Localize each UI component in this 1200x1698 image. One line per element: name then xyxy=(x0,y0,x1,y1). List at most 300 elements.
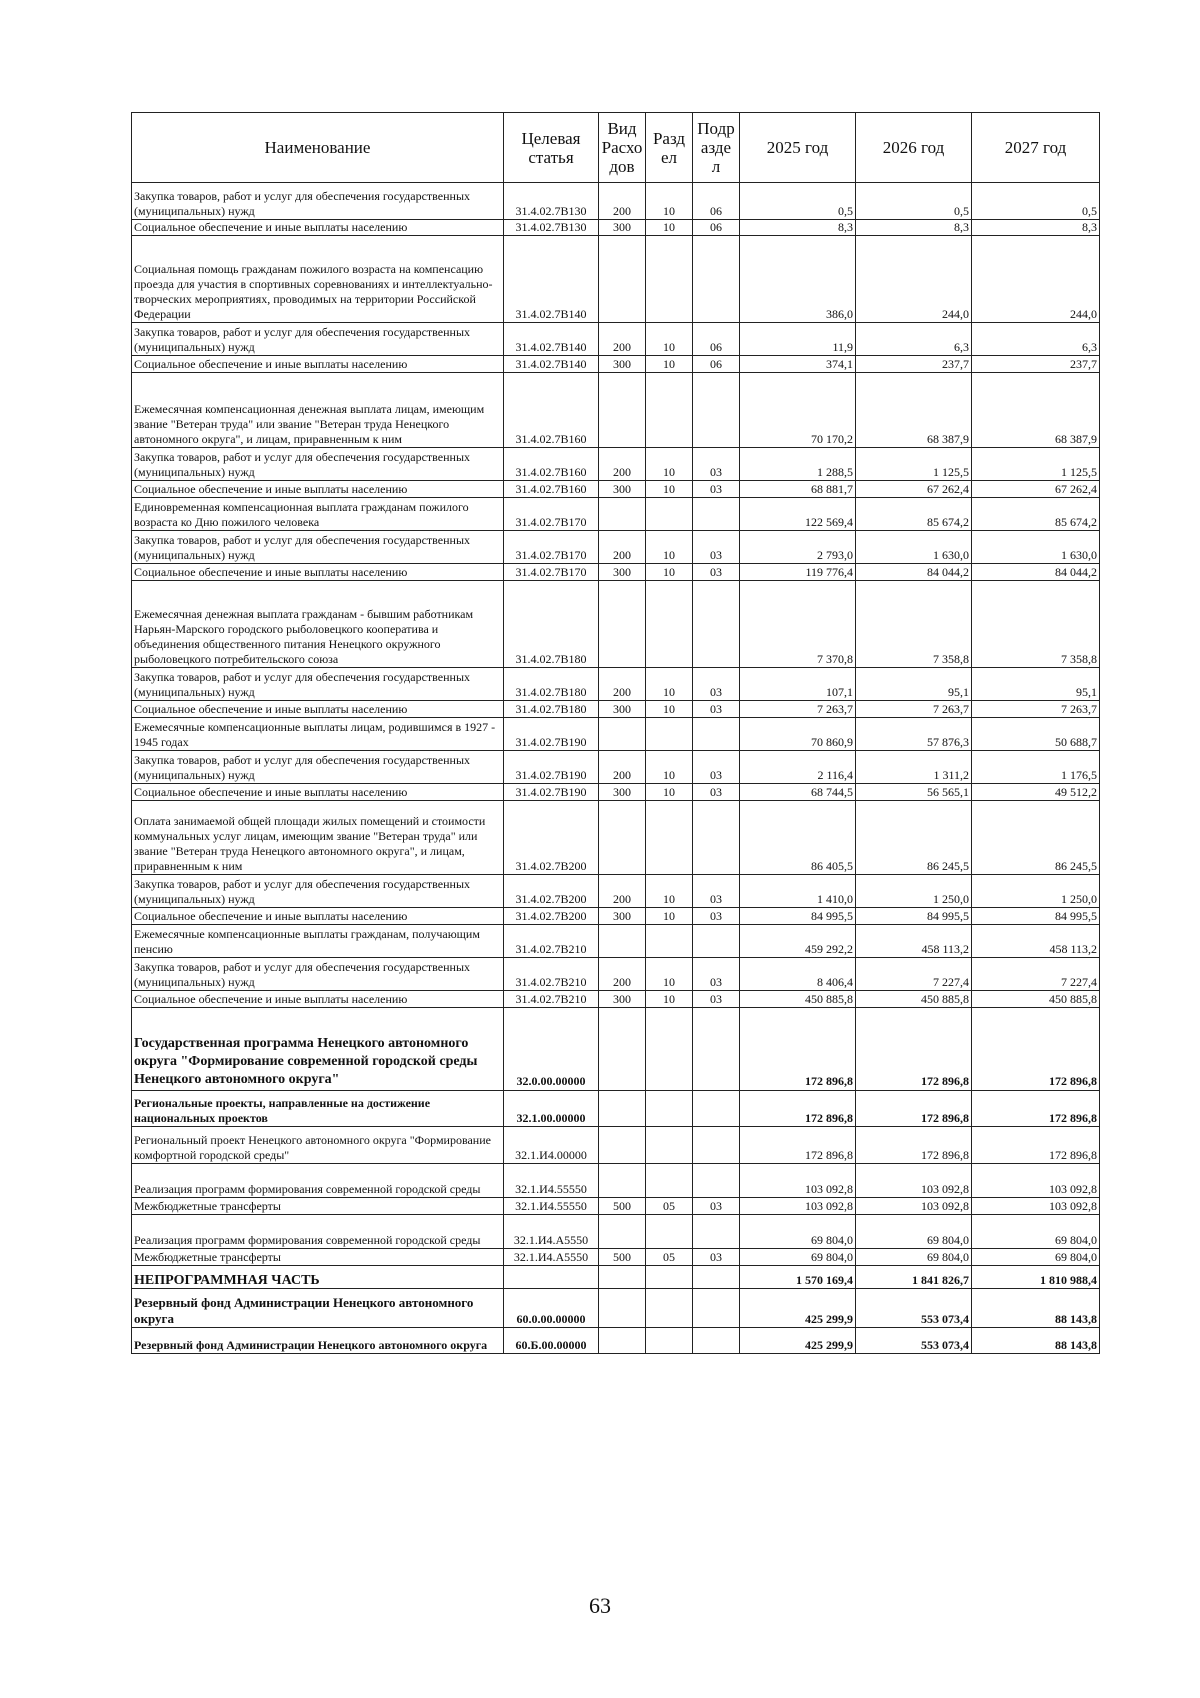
row-amount-2026: 7 263,7 xyxy=(856,701,972,718)
row-expense-type xyxy=(599,1127,646,1164)
row-amount-2026: 7 227,4 xyxy=(856,958,972,991)
row-section xyxy=(646,1164,693,1198)
row-amount-2026: 1 125,5 xyxy=(856,448,972,481)
header-target-article: Целевая статья xyxy=(504,113,599,183)
row-expense-type: 300 xyxy=(599,481,646,498)
row-amount-2025: 69 804,0 xyxy=(740,1249,856,1266)
row-expense-type: 300 xyxy=(599,564,646,581)
row-amount-2026: 85 674,2 xyxy=(856,498,972,531)
row-amount-2025: 68 881,7 xyxy=(740,481,856,498)
row-subsection xyxy=(693,1008,740,1091)
row-amount-2027: 86 245,5 xyxy=(972,801,1100,875)
row-name: Ежемесячная компенсационная денежная выплата лицам, имеющим звание "Ветеран труда" или звание "Ветеран труда Ненецкого автономного округа", и лицам, приравненным к ним xyxy=(132,373,504,448)
row-name: Реализация программ формирования современной городской среды xyxy=(132,1215,504,1249)
row-amount-2026: 57 876,3 xyxy=(856,718,972,751)
row-amount-2025: 8 406,4 xyxy=(740,958,856,991)
row-amount-2025: 103 092,8 xyxy=(740,1164,856,1198)
row-amount-2027: 68 387,9 xyxy=(972,373,1100,448)
row-name: Социальное обеспечение и иные выплаты населению xyxy=(132,220,504,236)
row-name: Социальное обеспечение и иные выплаты населению xyxy=(132,564,504,581)
row-amount-2025: 68 744,5 xyxy=(740,784,856,801)
row-section xyxy=(646,1289,693,1328)
row-expense-type xyxy=(599,925,646,958)
row-target-article: 31.4.02.7В140 xyxy=(504,323,599,356)
table-header-row xyxy=(132,113,1100,183)
row-subsection: 03 xyxy=(693,564,740,581)
row-amount-2026: 84 044,2 xyxy=(856,564,972,581)
row-target-article: 31.4.02.7В210 xyxy=(504,991,599,1008)
row-subsection xyxy=(693,1289,740,1328)
row-name: Оплата занимаемой общей площади жилых помещений и стоимости коммунальных услуг лицам, имеющим звание "Ветеран труда" или звание "Ветеран труда Ненецкого автономного округа", и лицам, приравненным к ним xyxy=(132,801,504,875)
header-subsection: Подр азде л xyxy=(693,113,740,183)
row-amount-2026: 172 896,8 xyxy=(856,1091,972,1127)
row-amount-2025: 374,1 xyxy=(740,356,856,373)
row-section xyxy=(646,236,693,323)
row-expense-type: 300 xyxy=(599,220,646,236)
row-name: Социальное обеспечение и иные выплаты населению xyxy=(132,356,504,373)
row-amount-2026: 237,7 xyxy=(856,356,972,373)
row-expense-type: 200 xyxy=(599,323,646,356)
row-amount-2025: 2 793,0 xyxy=(740,531,856,564)
row-amount-2026: 553 073,4 xyxy=(856,1328,972,1354)
row-amount-2027: 7 263,7 xyxy=(972,701,1100,718)
row-subsection: 03 xyxy=(693,991,740,1008)
row-subsection xyxy=(693,1328,740,1354)
row-amount-2027: 103 092,8 xyxy=(972,1198,1100,1215)
row-section: 10 xyxy=(646,183,693,220)
row-target-article: 31.4.02.7В160 xyxy=(504,481,599,498)
row-amount-2025: 425 299,9 xyxy=(740,1328,856,1354)
row-expense-type: 300 xyxy=(599,701,646,718)
row-amount-2027: 49 512,2 xyxy=(972,784,1100,801)
row-subsection xyxy=(693,1164,740,1198)
row-name: Региональный проект Ненецкого автономного округа "Формирование комфортной городской среды" xyxy=(132,1127,504,1164)
row-section xyxy=(646,1008,693,1091)
row-target-article: 31.4.02.7В200 xyxy=(504,801,599,875)
row-target-article: 60.0.00.00000 xyxy=(504,1289,599,1328)
row-amount-2025: 172 896,8 xyxy=(740,1127,856,1164)
row-amount-2027: 450 885,8 xyxy=(972,991,1100,1008)
row-target-article: 31.4.02.7В170 xyxy=(504,531,599,564)
table-row xyxy=(132,668,1100,701)
row-amount-2026: 0,5 xyxy=(856,183,972,220)
row-amount-2026: 450 885,8 xyxy=(856,991,972,1008)
row-subsection xyxy=(693,498,740,531)
row-target-article: 31.4.02.7В130 xyxy=(504,220,599,236)
row-subsection xyxy=(693,1266,740,1289)
row-section: 10 xyxy=(646,958,693,991)
table-row xyxy=(132,373,1100,448)
row-name: Ежемесячная денежная выплата гражданам - бывшим работникам Нарьян-Марского городского рыболовецкого кооператива и объединения общественного питания Ненецкого окружного рыболовецкого потребительского союза xyxy=(132,581,504,668)
row-subsection xyxy=(693,718,740,751)
row-subsection: 03 xyxy=(693,448,740,481)
row-expense-type: 200 xyxy=(599,875,646,908)
table-row xyxy=(132,958,1100,991)
row-name: Социальное обеспечение и иные выплаты населению xyxy=(132,701,504,718)
row-amount-2026: 1 630,0 xyxy=(856,531,972,564)
row-name: Государственная программа Ненецкого автономного округа "Формирование современной городской среды Ненецкого автономного округа" xyxy=(132,1008,504,1091)
row-section: 10 xyxy=(646,531,693,564)
row-expense-type xyxy=(599,801,646,875)
row-section: 10 xyxy=(646,908,693,925)
row-amount-2025: 386,0 xyxy=(740,236,856,323)
row-amount-2025: 84 995,5 xyxy=(740,908,856,925)
row-amount-2025: 1 288,5 xyxy=(740,448,856,481)
row-amount-2027: 88 143,8 xyxy=(972,1328,1100,1354)
header-name: Наименование xyxy=(132,113,504,183)
row-target-article: 32.0.00.00000 xyxy=(504,1008,599,1091)
row-target-article: 32.1.00.00000 xyxy=(504,1091,599,1127)
row-subsection: 03 xyxy=(693,751,740,784)
row-amount-2026: 553 073,4 xyxy=(856,1289,972,1328)
row-name: Межбюджетные трансферты xyxy=(132,1249,504,1266)
row-subsection xyxy=(693,1127,740,1164)
row-section: 05 xyxy=(646,1249,693,1266)
table-row xyxy=(132,481,1100,498)
row-expense-type xyxy=(599,1164,646,1198)
table-row xyxy=(132,356,1100,373)
row-subsection: 06 xyxy=(693,356,740,373)
row-name: Закупка товаров, работ и услуг для обеспечения государственных (муниципальных) нужд xyxy=(132,531,504,564)
row-amount-2025: 122 569,4 xyxy=(740,498,856,531)
table-body xyxy=(132,183,1100,1354)
row-amount-2027: 237,7 xyxy=(972,356,1100,373)
row-section: 10 xyxy=(646,875,693,908)
row-section: 10 xyxy=(646,481,693,498)
row-name: Единовременная компенсационная выплата гражданам пожилого возраста ко Дню пожилого человека xyxy=(132,498,504,531)
row-subsection: 03 xyxy=(693,908,740,925)
row-amount-2025: 425 299,9 xyxy=(740,1289,856,1328)
row-amount-2025: 103 092,8 xyxy=(740,1198,856,1215)
row-target-article: 32.1.И4.55550 xyxy=(504,1164,599,1198)
row-expense-type xyxy=(599,373,646,448)
table-row xyxy=(132,183,1100,220)
row-amount-2027: 7 227,4 xyxy=(972,958,1100,991)
row-subsection xyxy=(693,236,740,323)
header-expense-type: Вид Расхо дов xyxy=(599,113,646,183)
row-amount-2025: 86 405,5 xyxy=(740,801,856,875)
table-row xyxy=(132,751,1100,784)
row-target-article xyxy=(504,1266,599,1289)
row-subsection: 03 xyxy=(693,481,740,498)
row-name: Закупка товаров, работ и услуг для обеспечения государственных (муниципальных) нужд xyxy=(132,875,504,908)
row-amount-2026: 458 113,2 xyxy=(856,925,972,958)
table-row xyxy=(132,1215,1100,1249)
row-amount-2026: 69 804,0 xyxy=(856,1249,972,1266)
row-subsection xyxy=(693,801,740,875)
row-section xyxy=(646,373,693,448)
row-amount-2025: 69 804,0 xyxy=(740,1215,856,1249)
row-amount-2027: 67 262,4 xyxy=(972,481,1100,498)
row-amount-2027: 88 143,8 xyxy=(972,1289,1100,1328)
row-target-article: 31.4.02.7В210 xyxy=(504,958,599,991)
row-name: Закупка товаров, работ и услуг для обеспечения государственных (муниципальных) нужд xyxy=(132,958,504,991)
row-section: 10 xyxy=(646,448,693,481)
row-name: НЕПРОГРАММНАЯ ЧАСТЬ xyxy=(132,1266,504,1289)
header-section: Разд ел xyxy=(646,113,693,183)
row-expense-type xyxy=(599,1266,646,1289)
table-row xyxy=(132,1008,1100,1091)
row-expense-type: 200 xyxy=(599,183,646,220)
row-section xyxy=(646,1328,693,1354)
row-target-article: 31.4.02.7В130 xyxy=(504,183,599,220)
row-target-article: 32.1.И4.А5550 xyxy=(504,1215,599,1249)
row-subsection: 03 xyxy=(693,875,740,908)
row-name: Закупка товаров, работ и услуг для обеспечения государственных (муниципальных) нужд xyxy=(132,668,504,701)
row-name: Закупка товаров, работ и услуг для обеспечения государственных (муниципальных) нужд xyxy=(132,751,504,784)
row-amount-2027: 95,1 xyxy=(972,668,1100,701)
row-expense-type: 200 xyxy=(599,531,646,564)
row-target-article: 31.4.02.7В200 xyxy=(504,908,599,925)
table-row xyxy=(132,991,1100,1008)
row-target-article: 32.1.И4.55550 xyxy=(504,1198,599,1215)
row-amount-2027: 84 995,5 xyxy=(972,908,1100,925)
row-expense-type: 300 xyxy=(599,784,646,801)
row-amount-2025: 0,5 xyxy=(740,183,856,220)
row-amount-2025: 2 116,4 xyxy=(740,751,856,784)
row-subsection xyxy=(693,1215,740,1249)
row-amount-2026: 103 092,8 xyxy=(856,1164,972,1198)
row-section: 10 xyxy=(646,751,693,784)
row-amount-2027: 1 176,5 xyxy=(972,751,1100,784)
row-name: Закупка товаров, работ и услуг для обеспечения государственных (муниципальных) нужд xyxy=(132,323,504,356)
row-section xyxy=(646,1215,693,1249)
row-expense-type: 300 xyxy=(599,908,646,925)
row-amount-2027: 69 804,0 xyxy=(972,1215,1100,1249)
row-target-article: 31.4.02.7В140 xyxy=(504,236,599,323)
row-amount-2027: 50 688,7 xyxy=(972,718,1100,751)
row-subsection: 06 xyxy=(693,220,740,236)
row-name: Резервный фонд Администрации Ненецкого автономного округа xyxy=(132,1289,504,1328)
row-name: Закупка товаров, работ и услуг для обеспечения государственных (муниципальных) нужд xyxy=(132,183,504,220)
row-expense-type: 200 xyxy=(599,448,646,481)
row-section: 10 xyxy=(646,701,693,718)
row-section xyxy=(646,925,693,958)
row-amount-2026: 1 311,2 xyxy=(856,751,972,784)
row-target-article: 31.4.02.7В170 xyxy=(504,498,599,531)
table-row xyxy=(132,323,1100,356)
row-expense-type xyxy=(599,1091,646,1127)
row-expense-type: 200 xyxy=(599,958,646,991)
row-target-article: 31.4.02.7В200 xyxy=(504,875,599,908)
row-section xyxy=(646,581,693,668)
row-target-article: 60.Б.00.00000 xyxy=(504,1328,599,1354)
table-row xyxy=(132,784,1100,801)
row-expense-type xyxy=(599,498,646,531)
row-amount-2026: 8,3 xyxy=(856,220,972,236)
row-amount-2025: 119 776,4 xyxy=(740,564,856,581)
row-amount-2026: 69 804,0 xyxy=(856,1215,972,1249)
row-target-article: 31.4.02.7В170 xyxy=(504,564,599,581)
row-amount-2026: 86 245,5 xyxy=(856,801,972,875)
table-row xyxy=(132,236,1100,323)
row-target-article: 31.4.02.7В210 xyxy=(504,925,599,958)
row-section xyxy=(646,1127,693,1164)
row-subsection: 03 xyxy=(693,531,740,564)
row-amount-2025: 450 885,8 xyxy=(740,991,856,1008)
row-name: Социальное обеспечение и иные выплаты населению xyxy=(132,991,504,1008)
row-expense-type xyxy=(599,1008,646,1091)
table-row xyxy=(132,801,1100,875)
row-name: Ежемесячные компенсационные выплаты лицам, родившимся в 1927 - 1945 годах xyxy=(132,718,504,751)
row-amount-2025: 70 860,9 xyxy=(740,718,856,751)
row-target-article: 31.4.02.7В180 xyxy=(504,668,599,701)
table-row xyxy=(132,220,1100,236)
table-row xyxy=(132,875,1100,908)
page-number: 63 xyxy=(589,1593,611,1618)
row-expense-type: 500 xyxy=(599,1198,646,1215)
row-amount-2026: 68 387,9 xyxy=(856,373,972,448)
row-name: Ежемесячные компенсационные выплаты гражданам, получающим пенсию xyxy=(132,925,504,958)
row-section: 10 xyxy=(646,564,693,581)
header-2027: 2027 год xyxy=(972,113,1100,183)
row-expense-type xyxy=(599,581,646,668)
row-amount-2026: 172 896,8 xyxy=(856,1127,972,1164)
row-expense-type xyxy=(599,1328,646,1354)
row-expense-type: 500 xyxy=(599,1249,646,1266)
row-subsection: 06 xyxy=(693,183,740,220)
table-row xyxy=(132,718,1100,751)
row-amount-2025: 1 410,0 xyxy=(740,875,856,908)
table-row xyxy=(132,1328,1100,1354)
table-row xyxy=(132,1266,1100,1289)
row-amount-2027: 8,3 xyxy=(972,220,1100,236)
row-target-article: 31.4.02.7В190 xyxy=(504,751,599,784)
row-section: 10 xyxy=(646,784,693,801)
table-row xyxy=(132,531,1100,564)
table-row xyxy=(132,1249,1100,1266)
row-amount-2025: 70 170,2 xyxy=(740,373,856,448)
row-amount-2027: 69 804,0 xyxy=(972,1249,1100,1266)
row-amount-2025: 7 370,8 xyxy=(740,581,856,668)
row-expense-type: 300 xyxy=(599,356,646,373)
table-row xyxy=(132,1127,1100,1164)
row-name: Реализация программ формирования современной городской среды xyxy=(132,1164,504,1198)
row-target-article: 32.1.И4.А5550 xyxy=(504,1249,599,1266)
table-row xyxy=(132,1289,1100,1328)
row-name: Социальное обеспечение и иные выплаты населению xyxy=(132,908,504,925)
row-amount-2025: 1 570 169,4 xyxy=(740,1266,856,1289)
row-amount-2027: 244,0 xyxy=(972,236,1100,323)
row-name: Межбюджетные трансферты xyxy=(132,1198,504,1215)
row-amount-2027: 1 630,0 xyxy=(972,531,1100,564)
row-section xyxy=(646,718,693,751)
row-expense-type xyxy=(599,1289,646,1328)
row-amount-2025: 459 292,2 xyxy=(740,925,856,958)
table-row xyxy=(132,564,1100,581)
row-amount-2026: 84 995,5 xyxy=(856,908,972,925)
row-subsection xyxy=(693,581,740,668)
row-amount-2027: 1 810 988,4 xyxy=(972,1266,1100,1289)
row-section: 05 xyxy=(646,1198,693,1215)
row-expense-type xyxy=(599,718,646,751)
table-row xyxy=(132,1164,1100,1198)
table-row xyxy=(132,448,1100,481)
row-name: Социальное обеспечение и иные выплаты населению xyxy=(132,481,504,498)
row-amount-2026: 7 358,8 xyxy=(856,581,972,668)
row-amount-2027: 103 092,8 xyxy=(972,1164,1100,1198)
row-amount-2025: 172 896,8 xyxy=(740,1091,856,1127)
row-expense-type: 300 xyxy=(599,991,646,1008)
row-amount-2027: 458 113,2 xyxy=(972,925,1100,958)
row-subsection: 03 xyxy=(693,1249,740,1266)
row-amount-2027: 7 358,8 xyxy=(972,581,1100,668)
budget-table-page xyxy=(131,112,1099,1354)
row-subsection: 03 xyxy=(693,784,740,801)
row-amount-2027: 6,3 xyxy=(972,323,1100,356)
table-row xyxy=(132,925,1100,958)
table-row xyxy=(132,701,1100,718)
row-amount-2026: 172 896,8 xyxy=(856,1008,972,1091)
header-2026: 2026 год xyxy=(856,113,972,183)
table-row xyxy=(132,1198,1100,1215)
row-amount-2025: 8,3 xyxy=(740,220,856,236)
row-amount-2026: 1 841 826,7 xyxy=(856,1266,972,1289)
row-name: Социальная помощь гражданам пожилого возраста на компенсацию проезда для участия в спортивных соревнованиях и интеллектуально-творческих мероприятиях, проводимых на территории Российской Федерации xyxy=(132,236,504,323)
row-name: Социальное обеспечение и иные выплаты населению xyxy=(132,784,504,801)
row-subsection xyxy=(693,1091,740,1127)
row-section: 10 xyxy=(646,220,693,236)
table-row xyxy=(132,498,1100,531)
row-section: 10 xyxy=(646,323,693,356)
row-subsection: 06 xyxy=(693,323,740,356)
header-2025: 2025 год xyxy=(740,113,856,183)
row-target-article: 32.1.И4.00000 xyxy=(504,1127,599,1164)
row-amount-2025: 11,9 xyxy=(740,323,856,356)
row-expense-type: 200 xyxy=(599,668,646,701)
row-amount-2027: 85 674,2 xyxy=(972,498,1100,531)
row-section xyxy=(646,1266,693,1289)
row-name: Резервный фонд Администрации Ненецкого автономного округа xyxy=(132,1328,504,1354)
row-expense-type xyxy=(599,236,646,323)
row-amount-2027: 172 896,8 xyxy=(972,1127,1100,1164)
row-subsection: 03 xyxy=(693,701,740,718)
row-section: 10 xyxy=(646,356,693,373)
row-amount-2026: 6,3 xyxy=(856,323,972,356)
row-name: Региональные проекты, направленные на достижение национальных проектов xyxy=(132,1091,504,1127)
row-amount-2026: 56 565,1 xyxy=(856,784,972,801)
row-expense-type xyxy=(599,1215,646,1249)
row-expense-type: 200 xyxy=(599,751,646,784)
row-section xyxy=(646,1091,693,1127)
row-subsection xyxy=(693,373,740,448)
row-section xyxy=(646,801,693,875)
row-amount-2027: 1 250,0 xyxy=(972,875,1100,908)
row-amount-2026: 103 092,8 xyxy=(856,1198,972,1215)
row-amount-2025: 172 896,8 xyxy=(740,1008,856,1091)
row-amount-2027: 84 044,2 xyxy=(972,564,1100,581)
table-row xyxy=(132,1091,1100,1127)
row-target-article: 31.4.02.7В160 xyxy=(504,373,599,448)
row-target-article: 31.4.02.7В190 xyxy=(504,718,599,751)
row-amount-2026: 1 250,0 xyxy=(856,875,972,908)
row-target-article: 31.4.02.7В180 xyxy=(504,701,599,718)
row-amount-2026: 67 262,4 xyxy=(856,481,972,498)
table-row xyxy=(132,908,1100,925)
row-subsection xyxy=(693,925,740,958)
row-amount-2025: 107,1 xyxy=(740,668,856,701)
table-row xyxy=(132,581,1100,668)
row-amount-2027: 172 896,8 xyxy=(972,1008,1100,1091)
row-section: 10 xyxy=(646,991,693,1008)
row-target-article: 31.4.02.7В190 xyxy=(504,784,599,801)
row-name: Закупка товаров, работ и услуг для обеспечения государственных (муниципальных) нужд xyxy=(132,448,504,481)
row-amount-2025: 7 263,7 xyxy=(740,701,856,718)
row-amount-2027: 0,5 xyxy=(972,183,1100,220)
row-section xyxy=(646,498,693,531)
budget-table xyxy=(131,112,1100,1354)
row-amount-2026: 95,1 xyxy=(856,668,972,701)
